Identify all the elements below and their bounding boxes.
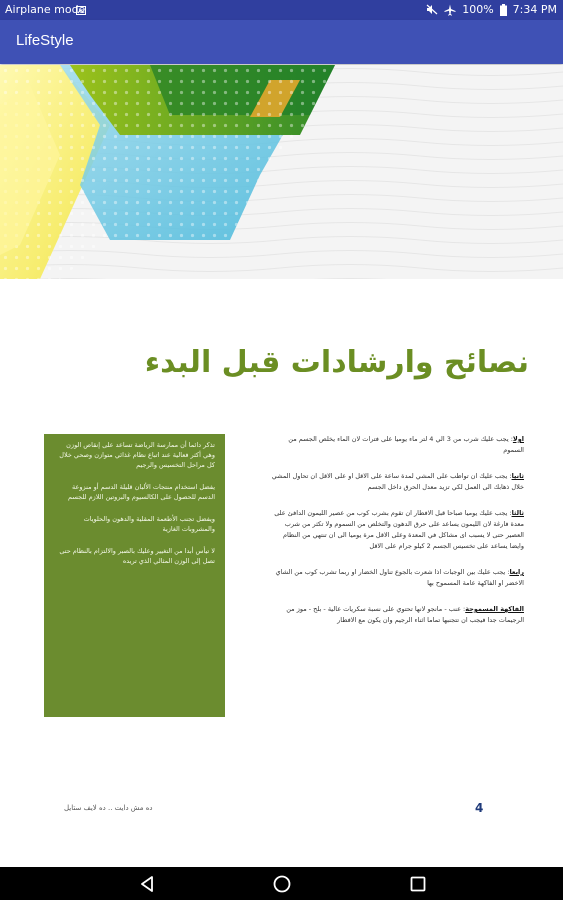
tip-item bbox=[270, 604, 524, 626]
tip-lead: رابعا bbox=[509, 568, 524, 576]
tip-item bbox=[270, 508, 524, 552]
system-nav-bar bbox=[0, 867, 563, 900]
tip-item bbox=[270, 471, 524, 493]
tips-sidebar-box bbox=[44, 434, 225, 717]
box-paragraph: ويفضل تجنب الأطعمة المقلية والدهون والحلويات والمشروبات الغازية bbox=[83, 515, 215, 533]
box-paragraph: يفضل استخدام منتجات الألبان قليلة الدسم أو منزوعة الدسم للحصول على الكالسيوم والبروتين اللازم للجسم bbox=[68, 483, 215, 501]
tip-text: : عنب - مانجو لانها تحتوي على نسبة سكريات عالية - بلح - موز من الرجيمات جدا فيجب ان تتجنبها تماما اثناء الرجيم وان يكون مع الافطار bbox=[286, 605, 524, 624]
page-footer-slogan: ده مش دايت .. ده لايف ستايل bbox=[64, 804, 153, 812]
tip-text: : يجب عليك ان تواظب على المشي لمدة ساعة على الاقل او على الاقل ان تحاول المشي خلال ذهابك الى العمل لكي تزيد معدل الحرق داخل الجسم bbox=[271, 472, 524, 491]
box-paragraph: لا تيأس أبدا من التغيير وعليك بالصبر والالتزام بالنظام حتى تصل إلى الوزن المثالي الذي تريده bbox=[59, 547, 215, 565]
tips-list bbox=[270, 434, 524, 641]
app-bar bbox=[0, 20, 563, 64]
page-number: 4 bbox=[475, 801, 484, 815]
clock: 7:34 PM bbox=[512, 3, 557, 16]
back-icon[interactable] bbox=[138, 875, 156, 893]
battery-percent: 100% bbox=[462, 3, 494, 16]
tip-lead: ثانيا bbox=[511, 472, 524, 480]
page-heading: نصائح وارشادات قبل البدء bbox=[144, 345, 529, 380]
tip-text: : يجب عليك شرب من 3 الي 4 لتر ماء يوميا على فترات لان الماء يخلص الجسم من السموم bbox=[288, 435, 524, 454]
tip-text: : يجب عليك يوميا صباحا قبل الافطار ان تقوم بشرب كوب من عصير الليمون الدافئ على معدة فارغة لان الليمون يساعد على حرق الدهون والتخلص من السموم ولا تكثر من شرب العصير حتى لا يسبب اى مشاكل في المعدة وعلى الاقل مرة يوميا الى ان تنتهي من النظام وايضا يساعد على تخسيس الجسم 2 كيلو جرام على الاقل bbox=[274, 509, 524, 550]
box-paragraph: تذكر دائما أن ممارسة الرياضة تساعد على إنقاص الوزن وهي أكثر فعالية عند اتباع نظام غذائي متوازن وصحي خلال كل مراحل التخسيس والرجيم bbox=[59, 441, 215, 469]
gallery-notification-icon bbox=[76, 6, 86, 15]
status-bar bbox=[0, 0, 563, 20]
tip-lead: اولا bbox=[512, 435, 524, 443]
mute-icon bbox=[426, 4, 438, 15]
recents-icon[interactable] bbox=[409, 875, 427, 893]
airplane-mode-label: Airplane mode bbox=[5, 3, 86, 16]
tip-item bbox=[270, 434, 524, 456]
tip-lead: ثالثا bbox=[511, 509, 524, 517]
app-title: LifeStyle bbox=[16, 32, 74, 49]
tip-text: : يجب عليك بين الوجبات اذا شعرت بالجوع تناول الخضار او ربما تشرب كوب من الشاي الاخضر او الفاكهة عامة المسموح بها bbox=[275, 568, 524, 587]
airplane-icon bbox=[444, 4, 456, 16]
battery-icon bbox=[500, 4, 507, 16]
header-banner-image bbox=[0, 65, 563, 279]
tip-lead: الفاكهة المسموحة bbox=[465, 605, 524, 613]
tip-item bbox=[270, 567, 524, 589]
home-icon[interactable] bbox=[273, 875, 291, 893]
